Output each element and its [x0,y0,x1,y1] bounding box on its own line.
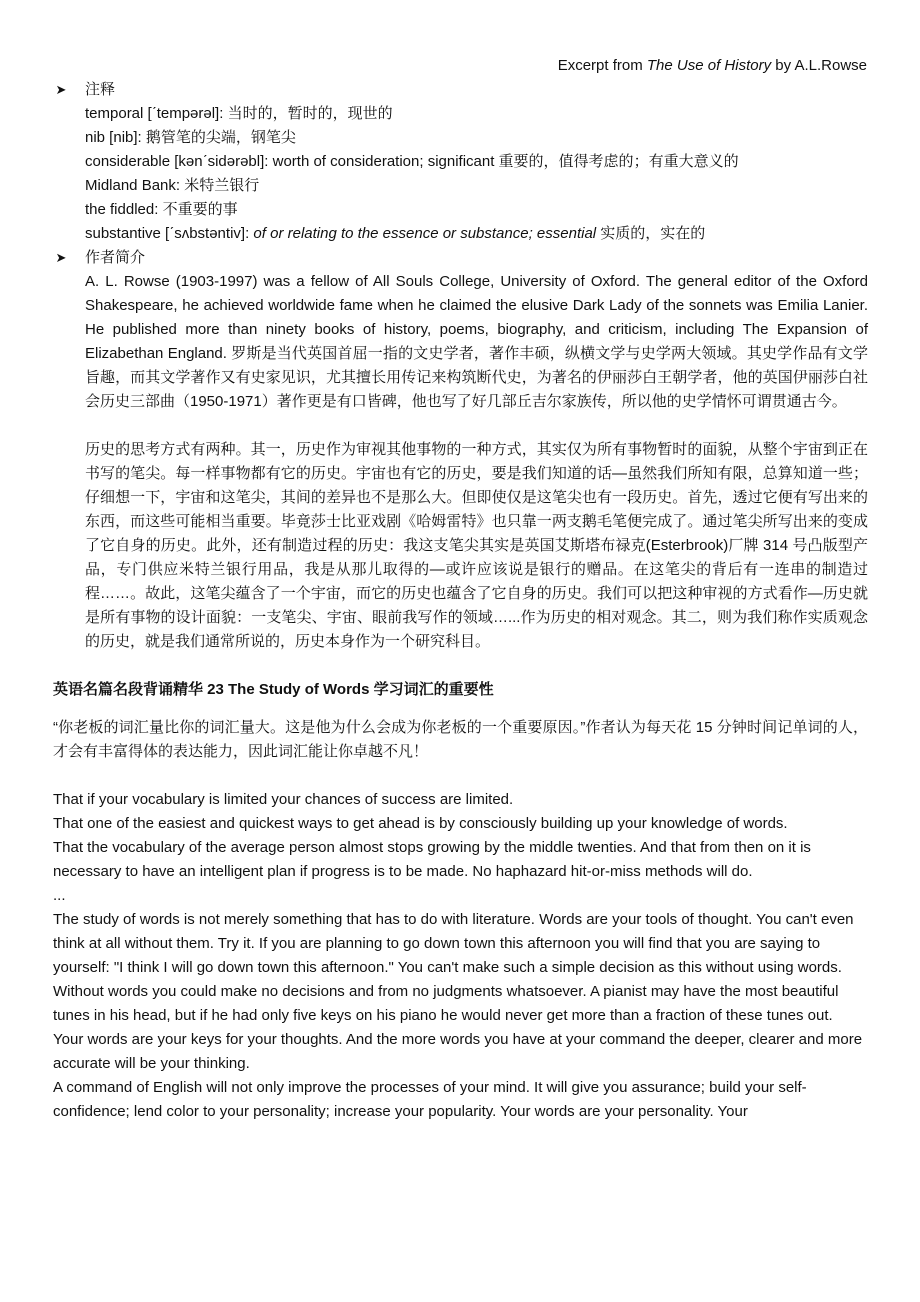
note-english-definition: of or relating to the essence or substance; essential [253,225,597,242]
note-term: the fiddled: [85,201,159,218]
section-intro: “你老板的词汇量比你的词汇量大。这是他为什么会成为你老板的一个重要原因。”作者认为每天花 15 分钟时间记单词的人，才会有丰富得体的表达能力，因此词汇能让你卓越不凡！ [53,719,868,760]
note-term: considerable [kənˊsidərəbl]: [85,153,269,170]
notes-bullet [53,78,868,102]
header-prefix: Excerpt from [557,57,647,74]
note-definition: 鹅管笔的尖端，钢笔尖 [145,129,296,146]
note-entry [85,222,868,246]
note-entry [85,102,868,126]
article-paragraph: That the vocabulary of the average person almost stops growing by the middle twenties. And that from then on it is necessary to have an intelligent plan if progress is to be made. No haphazard hit-or-miss methods will do. [53,839,811,880]
note-term: Midland Bank: [85,177,181,194]
note-definition: worth of consideration; significant 重要的，值得考虑的；有重大意义的 [272,153,739,170]
note-definition: 米特兰银行 [184,177,260,194]
author-section [53,270,868,654]
article-paragraph: The study of words is not merely something that has to do with literature. Words are your tools of thought. You can't even think at all without them. Try it. If you are planning to go down town this afternoon you will find that you are saying to yourself: "I think I will go down town this afternoon." You can't make such a simple decision as this without using words. [53,911,854,976]
note-definition: 实质的，实在的 [600,225,706,242]
arrow-bullet-icon: ➤ [55,82,67,97]
note-term: substantive [ˊsʌbstəntiv]: [85,225,250,242]
header-suffix: by A.L.Rowse [771,57,867,74]
note-definition: 不重要的事 [162,201,238,218]
chinese-translation: 历史的思考方式有两种。其一，历史作为审视其他事物的一种方式，其实仅为所有事物暂时的面貌，从整个宇宙到正在书写的笔尖。每一样事物都有它的历史。宇宙也有它的历史，要是我们知道的话—虽然我们所知有限，总算知道一些；仔细想一下，宇宙和这笔尖，其间的差异也不是那么大。但即使仅是这笔尖也有一段历史。首先，透过它便有写出来的东西，而这些可能相当重要。毕竟莎士比亚戏剧《哈姆雷特》也只靠一两支鹅毛笔便完成了。通过笔尖所写出来的变成了它自身的历史。此外，还有制造过程的历史：我这支笔尖其实是英国艾斯塔布禄克(Esterbrook)厂牌 314 号凸版型产品，专门供应米特兰银行用品，我是从那儿取得的—或许应该说是银行的赠品。在这笔尖的背后有一连串的制造过程……。故此，这笔尖蕴含了一个宇宙，而它的历史也蕴含了它自身的历史。我们可以把这种审视的方式看作—历史就是所有事物的设计面貌：一支笔尖、宇宙、眼前我写作的领域…...作为历史的相对观念。其二，则为我们称作实质观念的历史，就是我们通常所说的，历史本身作为一个研究科目。 [85,441,868,650]
article-paragraph: That if your vocabulary is limited your chances of success are limited. [53,791,514,808]
article-paragraph: Your words are your keys for your thoughts. And the more words you have at your command the deeper, clearer and more accurate will be your thinking. [53,1031,863,1072]
section-heading: 英语名篇名段背诵精华 23 The Study of Words 学习词汇的重要性 [53,681,494,698]
notes-list [53,102,868,246]
author-label: 作者简介 [85,249,146,266]
article-paragraph: Without words you could make no decisions and from no judgments whatsoever. A pianist may have the most beautiful tunes in his head, but if he had only five keys on his piano he would never get more than a fraction of these tunes out. [53,983,839,1024]
author-bio: A. L. Rowse (1903-1997) was a fellow of All Souls College, University of Oxford. The general editor of the Oxford Shakespeare, he achieved worldwide fame when he claimed the elusive Dark Lady of the sonnets was Emilia Lanier. He published more than ninety books of history, poems, biography, and criticism, including The Expansion of Elizabethan England. 罗斯是当代英国首屈一指的文史学者，著作丰硕，纵横文学与史学两大领域。其史学作品有文学旨趣，而其文学著作又有史家见识，尤其擅长用传记来构筑断代史，为著名的伊丽莎白王朝学者，他的英国伊丽莎白社会历史三部曲（1950-1971）著作更是有口皆碑，他也写了好几部丘吉尔家族传，所以他的史学情怀可谓贯通古今。 [85,273,868,410]
note-definition: 当时的，暂时的，现世的 [227,105,393,122]
notes-label: 注释 [85,81,116,98]
article-paragraph: A command of English will not only improve the processes of your mind. It will give you assurance; build your self-confidence; lend color to your personality; increase your popularity. Your words are your personality. Your [53,1079,807,1120]
article-paragraph: That one of the easiest and quickest ways to get ahead is by consciously building up your knowledge of words. [53,815,788,832]
arrow-bullet-icon: ➤ [55,250,67,265]
main-content [53,78,868,1124]
note-term: nib [nib]: [85,129,142,146]
note-entry [85,174,868,198]
note-entry [85,126,868,150]
note-term: temporal [ˊtempərəl]: [85,105,224,122]
note-entry [85,198,868,222]
header-book-title: The Use of History [646,57,772,74]
article-body [53,788,868,1124]
author-bullet [53,246,868,270]
article-paragraph: ... [53,887,66,904]
excerpt-header [558,54,867,78]
note-entry [85,150,868,174]
